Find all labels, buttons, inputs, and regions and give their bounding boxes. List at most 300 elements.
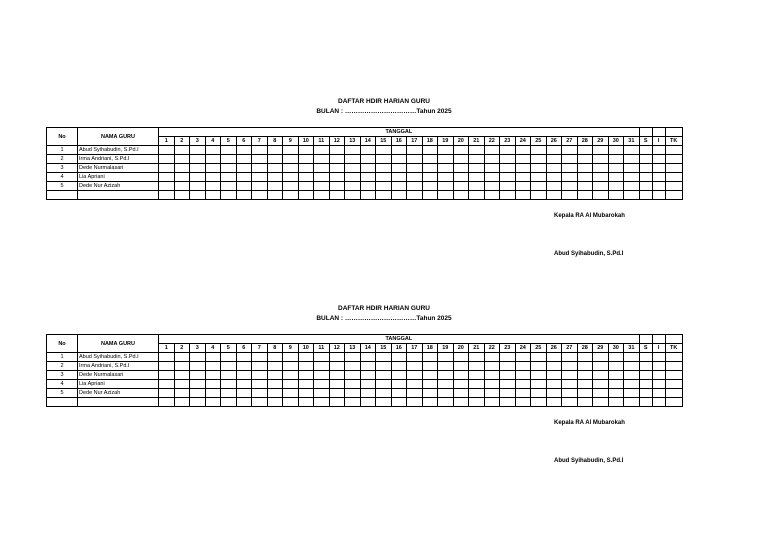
table-row — [47, 182, 683, 191]
attendance-cell — [252, 173, 268, 182]
attendance-cell — [283, 182, 299, 191]
attendance-cell — [174, 380, 190, 389]
attendance-cell — [329, 164, 345, 173]
attendance-cell — [546, 182, 562, 191]
attendance-cell — [608, 362, 624, 371]
attendance-cell — [376, 182, 392, 191]
attendance-cell — [639, 155, 652, 164]
attendance-cell — [500, 362, 516, 371]
attendance-cell — [376, 371, 392, 380]
attendance-cell — [422, 353, 438, 362]
attendance-cell — [665, 371, 682, 380]
teacher-no: 4 — [47, 173, 78, 182]
attendance-cell — [469, 191, 485, 200]
attendance-cell — [236, 389, 252, 398]
header-day: 10 — [298, 344, 314, 353]
attendance-cell — [267, 380, 283, 389]
header-day: 2 — [174, 344, 190, 353]
teacher-name: Dede Nur Azizah — [78, 182, 159, 191]
attendance-cell — [562, 389, 578, 398]
attendance-cell — [531, 398, 547, 407]
table-row — [47, 353, 683, 362]
attendance-cell — [515, 173, 531, 182]
attendance-cell — [624, 353, 640, 362]
attendance-cell — [345, 146, 361, 155]
header-s — [639, 128, 652, 137]
attendance-cell — [391, 362, 407, 371]
attendance-cell — [360, 398, 376, 407]
attendance-cell — [391, 389, 407, 398]
attendance-cell — [593, 173, 609, 182]
teacher-name: Lia Apriani — [78, 380, 159, 389]
attendance-cell — [469, 389, 485, 398]
attendance-cell — [329, 155, 345, 164]
attendance-cell — [652, 164, 665, 173]
teacher-no: 2 — [47, 155, 78, 164]
attendance-cell — [515, 353, 531, 362]
attendance-cell — [174, 371, 190, 380]
attendance-cell — [546, 380, 562, 389]
attendance-cell — [665, 155, 682, 164]
attendance-cell — [159, 146, 175, 155]
attendance-cell — [484, 182, 500, 191]
attendance-cell — [422, 182, 438, 191]
attendance-cell — [236, 362, 252, 371]
attendance-cell — [624, 191, 640, 200]
attendance-cell — [608, 173, 624, 182]
teacher-no: 1 — [47, 353, 78, 362]
attendance-cell — [345, 173, 361, 182]
attendance-cell — [391, 371, 407, 380]
attendance-cell — [236, 371, 252, 380]
attendance-cell — [500, 182, 516, 191]
header-name: NAMA GURU — [78, 128, 159, 146]
attendance-cell — [438, 389, 454, 398]
sheet-title: DAFTAR HDIR HARIAN GURU — [338, 98, 430, 105]
attendance-cell — [407, 371, 423, 380]
attendance-cell — [360, 155, 376, 164]
attendance-cell — [329, 389, 345, 398]
signature-role: Kepala RA Al Mubarokah — [554, 213, 625, 219]
attendance-cell — [159, 164, 175, 173]
attendance-cell — [515, 362, 531, 371]
attendance-cell — [298, 146, 314, 155]
attendance-cell — [484, 389, 500, 398]
attendance-cell — [515, 146, 531, 155]
attendance-cell — [608, 353, 624, 362]
teacher-name — [78, 398, 159, 407]
attendance-cell — [438, 164, 454, 173]
attendance-cell — [360, 191, 376, 200]
attendance-cell — [577, 389, 593, 398]
attendance-cell — [314, 191, 330, 200]
header-day: 11 — [314, 344, 330, 353]
attendance-cell — [577, 182, 593, 191]
header-day: 8 — [267, 137, 283, 146]
table-row — [47, 380, 683, 389]
attendance-cell — [252, 362, 268, 371]
table-row — [47, 398, 683, 407]
attendance-cell — [190, 398, 206, 407]
attendance-cell — [252, 353, 268, 362]
attendance-cell — [252, 155, 268, 164]
attendance-cell — [469, 164, 485, 173]
attendance-cell — [546, 371, 562, 380]
attendance-cell — [438, 380, 454, 389]
attendance-cell — [190, 182, 206, 191]
attendance-cell — [531, 353, 547, 362]
attendance-cell — [422, 173, 438, 182]
header-day: 28 — [577, 344, 593, 353]
attendance-cell — [314, 398, 330, 407]
attendance-cell — [236, 182, 252, 191]
header-day: 7 — [252, 344, 268, 353]
sheet-title: DAFTAR HDIR HARIAN GURU — [338, 305, 430, 312]
attendance-cell — [438, 371, 454, 380]
attendance-cell — [407, 389, 423, 398]
attendance-cell — [236, 353, 252, 362]
header-day: 12 — [329, 344, 345, 353]
attendance-cell — [469, 173, 485, 182]
attendance-cell — [665, 398, 682, 407]
attendance-cell — [407, 173, 423, 182]
teacher-name: Dede Nurmalasari — [78, 164, 159, 173]
attendance-cell — [329, 371, 345, 380]
attendance-cell — [577, 362, 593, 371]
attendance-cell — [515, 155, 531, 164]
attendance-cell — [221, 146, 237, 155]
header-tk — [665, 335, 682, 344]
header-day: 31 — [624, 137, 640, 146]
attendance-cell — [652, 191, 665, 200]
attendance-cell — [593, 191, 609, 200]
attendance-cell — [329, 353, 345, 362]
attendance-cell — [267, 164, 283, 173]
attendance-cell — [205, 389, 221, 398]
header-day: 25 — [531, 344, 547, 353]
attendance-cell — [438, 146, 454, 155]
attendance-cell — [283, 362, 299, 371]
attendance-cell — [205, 371, 221, 380]
attendance-cell — [391, 380, 407, 389]
attendance-cell — [159, 191, 175, 200]
attendance-cell — [205, 173, 221, 182]
attendance-cell — [190, 155, 206, 164]
attendance-cell — [593, 155, 609, 164]
header-day: 22 — [484, 344, 500, 353]
attendance-cell — [314, 173, 330, 182]
attendance-cell — [562, 164, 578, 173]
header-tk: TK — [665, 344, 682, 353]
attendance-cell — [174, 353, 190, 362]
attendance-cell — [252, 191, 268, 200]
header-day: 19 — [438, 344, 454, 353]
attendance-cell — [205, 353, 221, 362]
attendance-cell — [345, 389, 361, 398]
attendance-cell — [360, 182, 376, 191]
attendance-cell — [562, 146, 578, 155]
teacher-no: 3 — [47, 371, 78, 380]
attendance-cell — [190, 164, 206, 173]
attendance-cell — [360, 353, 376, 362]
header-date-group: TANGGAL — [159, 335, 640, 344]
header-day: 31 — [624, 344, 640, 353]
attendance-cell — [546, 398, 562, 407]
attendance-cell — [221, 353, 237, 362]
attendance-cell — [298, 371, 314, 380]
attendance-cell — [500, 389, 516, 398]
attendance-cell — [391, 191, 407, 200]
attendance-cell — [624, 380, 640, 389]
attendance-cell — [500, 164, 516, 173]
teacher-no: 5 — [47, 389, 78, 398]
attendance-cell — [221, 173, 237, 182]
table-row — [47, 191, 683, 200]
attendance-cell — [484, 380, 500, 389]
header-day: 30 — [608, 344, 624, 353]
attendance-cell — [639, 398, 652, 407]
attendance-cell — [422, 362, 438, 371]
attendance-cell — [391, 182, 407, 191]
attendance-cell — [329, 398, 345, 407]
attendance-cell — [174, 389, 190, 398]
attendance-cell — [500, 371, 516, 380]
table-row — [47, 173, 683, 182]
attendance-cell — [159, 173, 175, 182]
attendance-cell — [391, 164, 407, 173]
attendance-cell — [407, 362, 423, 371]
attendance-cell — [469, 155, 485, 164]
attendance-cell — [500, 173, 516, 182]
attendance-cell — [515, 191, 531, 200]
header-day: 8 — [267, 344, 283, 353]
attendance-cell — [376, 155, 392, 164]
attendance-cell — [469, 380, 485, 389]
header-s: S — [639, 137, 652, 146]
attendance-cell — [376, 380, 392, 389]
header-day: 10 — [298, 137, 314, 146]
header-day: 26 — [546, 137, 562, 146]
attendance-cell — [174, 182, 190, 191]
attendance-cell — [453, 398, 469, 407]
attendance-cell — [252, 398, 268, 407]
attendance-cell — [252, 164, 268, 173]
header-day: 16 — [391, 344, 407, 353]
attendance-cell — [205, 155, 221, 164]
attendance-cell — [665, 164, 682, 173]
attendance-cell — [422, 380, 438, 389]
header-day: 17 — [407, 344, 423, 353]
header-day: 28 — [577, 137, 593, 146]
attendance-cell — [159, 371, 175, 380]
attendance-cell — [593, 380, 609, 389]
attendance-cell — [205, 164, 221, 173]
attendance-cell — [159, 362, 175, 371]
attendance-cell — [376, 398, 392, 407]
attendance-cell — [283, 380, 299, 389]
attendance-cell — [159, 389, 175, 398]
header-no: No — [47, 335, 78, 353]
header-day: 16 — [391, 137, 407, 146]
attendance-cell — [267, 362, 283, 371]
attendance-cell — [221, 191, 237, 200]
attendance-cell — [531, 182, 547, 191]
header-i — [652, 335, 665, 344]
attendance-cell — [624, 182, 640, 191]
attendance-cell — [376, 389, 392, 398]
attendance-cell — [500, 398, 516, 407]
attendance-cell — [391, 155, 407, 164]
attendance-cell — [298, 389, 314, 398]
attendance-cell — [593, 164, 609, 173]
header-day: 9 — [283, 344, 299, 353]
attendance-cell — [252, 371, 268, 380]
attendance-cell — [360, 164, 376, 173]
attendance-cell — [562, 362, 578, 371]
attendance-cell — [345, 398, 361, 407]
attendance-cell — [190, 353, 206, 362]
attendance-cell — [298, 191, 314, 200]
attendance-cell — [283, 389, 299, 398]
header-day: 6 — [236, 137, 252, 146]
attendance-cell — [376, 173, 392, 182]
attendance-cell — [652, 371, 665, 380]
attendance-cell — [376, 164, 392, 173]
header-day: 24 — [515, 344, 531, 353]
attendance-cell — [515, 398, 531, 407]
attendance-cell — [608, 389, 624, 398]
table-row — [47, 362, 683, 371]
attendance-cell — [500, 146, 516, 155]
attendance-cell — [267, 173, 283, 182]
attendance-cell — [546, 191, 562, 200]
attendance-cell — [345, 155, 361, 164]
attendance-cell — [484, 353, 500, 362]
attendance-cell — [453, 191, 469, 200]
header-day: 30 — [608, 137, 624, 146]
header-day: 13 — [345, 344, 361, 353]
header-no: No — [47, 128, 78, 146]
attendance-cell — [422, 191, 438, 200]
table-row — [47, 164, 683, 173]
attendance-cell — [577, 164, 593, 173]
attendance-cell — [531, 191, 547, 200]
attendance-cell — [484, 191, 500, 200]
attendance-cell — [329, 146, 345, 155]
attendance-cell — [484, 398, 500, 407]
attendance-cell — [314, 362, 330, 371]
attendance-cell — [376, 353, 392, 362]
attendance-cell — [298, 353, 314, 362]
attendance-cell — [484, 362, 500, 371]
attendance-cell — [267, 353, 283, 362]
header-row — [47, 128, 683, 137]
table-row — [47, 371, 683, 380]
attendance-cell — [562, 155, 578, 164]
attendance-cell — [652, 362, 665, 371]
teacher-name: Abud Syihabudin, S.Pd.I — [78, 146, 159, 155]
attendance-cell — [205, 380, 221, 389]
attendance-cell — [624, 173, 640, 182]
attendance-cell — [593, 398, 609, 407]
attendance-cell — [314, 155, 330, 164]
header-day: 5 — [221, 344, 237, 353]
attendance-cell — [345, 353, 361, 362]
attendance-cell — [391, 353, 407, 362]
header-day: 27 — [562, 137, 578, 146]
attendance-cell — [639, 353, 652, 362]
attendance-cell — [252, 182, 268, 191]
attendance-cell — [577, 398, 593, 407]
header-day: 13 — [345, 137, 361, 146]
attendance-cell — [469, 182, 485, 191]
attendance-cell — [469, 398, 485, 407]
header-row — [47, 335, 683, 344]
attendance-cell — [562, 182, 578, 191]
attendance-cell — [531, 380, 547, 389]
attendance-cell — [438, 398, 454, 407]
attendance-cell — [407, 164, 423, 173]
attendance-cell — [546, 146, 562, 155]
header-day: 21 — [469, 137, 485, 146]
signature-name: Abud Syihabudin, S.Pd.I — [554, 251, 624, 257]
attendance-cell — [205, 398, 221, 407]
attendance-cell — [221, 389, 237, 398]
attendance-cell — [190, 371, 206, 380]
attendance-cell — [593, 362, 609, 371]
attendance-cell — [298, 398, 314, 407]
attendance-cell — [190, 146, 206, 155]
header-day: 14 — [360, 137, 376, 146]
attendance-cell — [314, 389, 330, 398]
attendance-cell — [159, 182, 175, 191]
attendance-cell — [314, 146, 330, 155]
attendance-cell — [360, 362, 376, 371]
teacher-name: Dede Nur Azizah — [78, 389, 159, 398]
attendance-cell — [422, 164, 438, 173]
attendance-cell — [608, 146, 624, 155]
attendance-cell — [515, 380, 531, 389]
attendance-cell — [267, 191, 283, 200]
attendance-cell — [608, 380, 624, 389]
attendance-cell — [205, 146, 221, 155]
header-day: 17 — [407, 137, 423, 146]
attendance-cell — [500, 353, 516, 362]
header-day: 23 — [500, 137, 516, 146]
attendance-cell — [639, 182, 652, 191]
teacher-no — [47, 191, 78, 200]
attendance-cell — [639, 173, 652, 182]
attendance-cell — [360, 173, 376, 182]
teacher-no — [47, 398, 78, 407]
attendance-cell — [639, 371, 652, 380]
header-i: I — [652, 344, 665, 353]
attendance-cell — [221, 398, 237, 407]
header-day: 22 — [484, 137, 500, 146]
header-day: 29 — [593, 344, 609, 353]
attendance-cell — [624, 164, 640, 173]
attendance-cell — [639, 164, 652, 173]
header-date-group: TANGGAL — [159, 128, 640, 137]
signature-name: Abud Syihabudin, S.Pd.I — [554, 458, 624, 464]
attendance-cell — [252, 389, 268, 398]
attendance-cell — [438, 182, 454, 191]
attendance-cell — [329, 191, 345, 200]
attendance-cell — [665, 146, 682, 155]
attendance-cell — [577, 191, 593, 200]
header-day: 15 — [376, 344, 392, 353]
attendance-cell — [453, 146, 469, 155]
